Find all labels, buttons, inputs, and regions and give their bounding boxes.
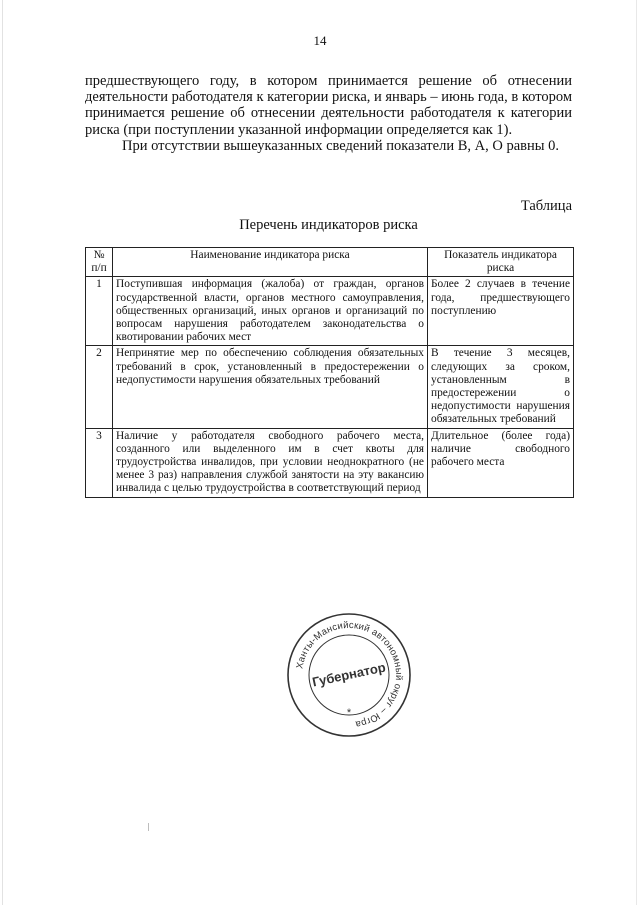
- scan-artifact-mark: [148, 823, 149, 831]
- row-number: 3: [86, 428, 113, 497]
- row-indicator-name: Наличие у работодателя свободного рабочего места, созданного или выделенного им в счет квоты для трудоустройства инвалидов, при условии неоднократного (не менее 3 раз) направления службой занятости на эту вакансию инвалида с целью трудоустройства в соответствующий период: [113, 428, 428, 497]
- row-indicator-value: Длительное (более года) наличие свободного рабочего места: [428, 428, 574, 497]
- row-indicator-value: В течение 3 месяцев, следующих за сроком, установленным в предостережении о недопустимости нарушения обязательных требований: [428, 346, 574, 428]
- seal-center-text: Губернатор: [310, 659, 387, 690]
- seal-ring-text: Ханты-Мансийский автономный округ – Югра: [294, 619, 405, 730]
- table-label: Таблица: [520, 198, 572, 214]
- table-row: [86, 346, 574, 428]
- page-number: 14: [313, 33, 327, 48]
- row-number: 2: [86, 346, 113, 428]
- paragraph-continuation: предшествующего году, в котором принимается решение об отнесении деятельности работодателя к категории риска, и январь – июнь года, в котором принимается решение об отнесении деятельности работодателя к категории риска (при поступлении указанной информации определяется как 1).: [85, 73, 572, 138]
- body-text: [85, 73, 572, 154]
- row-number: 1: [86, 277, 113, 346]
- table-title: Перечень индикаторов риска: [239, 217, 418, 233]
- seal-star: *: [346, 707, 352, 719]
- table-row: [86, 428, 574, 497]
- table-header-row: [86, 248, 574, 277]
- scan-edge-right: [636, 0, 637, 905]
- table-row: [86, 277, 574, 346]
- row-indicator-name: Поступившая информация (жалоба) от граждан, органов государственной власти, органов местного самоуправления, общественных организаций, иных органов и организаций по вопросам нарушения работодателем законодательства о квотировании рабочих мест: [113, 277, 428, 346]
- paragraph-zero-values: При отсутствии вышеуказанных сведений показатели В, А, О равны 0.: [122, 137, 559, 154]
- row-indicator-name: Непринятие мер по обеспечению соблюдения обязательных требований в срок, установленный в предостережении о недопустимости нарушения обязательных требований: [113, 346, 428, 428]
- risk-indicators-table: [85, 247, 574, 498]
- row-indicator-value: Более 2 случаев в течение года, предшествующего поступлению: [428, 277, 574, 346]
- scan-edge-left: [2, 0, 3, 905]
- governor-seal-stamp: [286, 612, 412, 738]
- header-indicator-name: Наименование индикатора риска: [113, 248, 428, 277]
- header-indicator-value: Показатель индикатора риска: [428, 248, 574, 277]
- header-number: № п/п: [86, 248, 113, 277]
